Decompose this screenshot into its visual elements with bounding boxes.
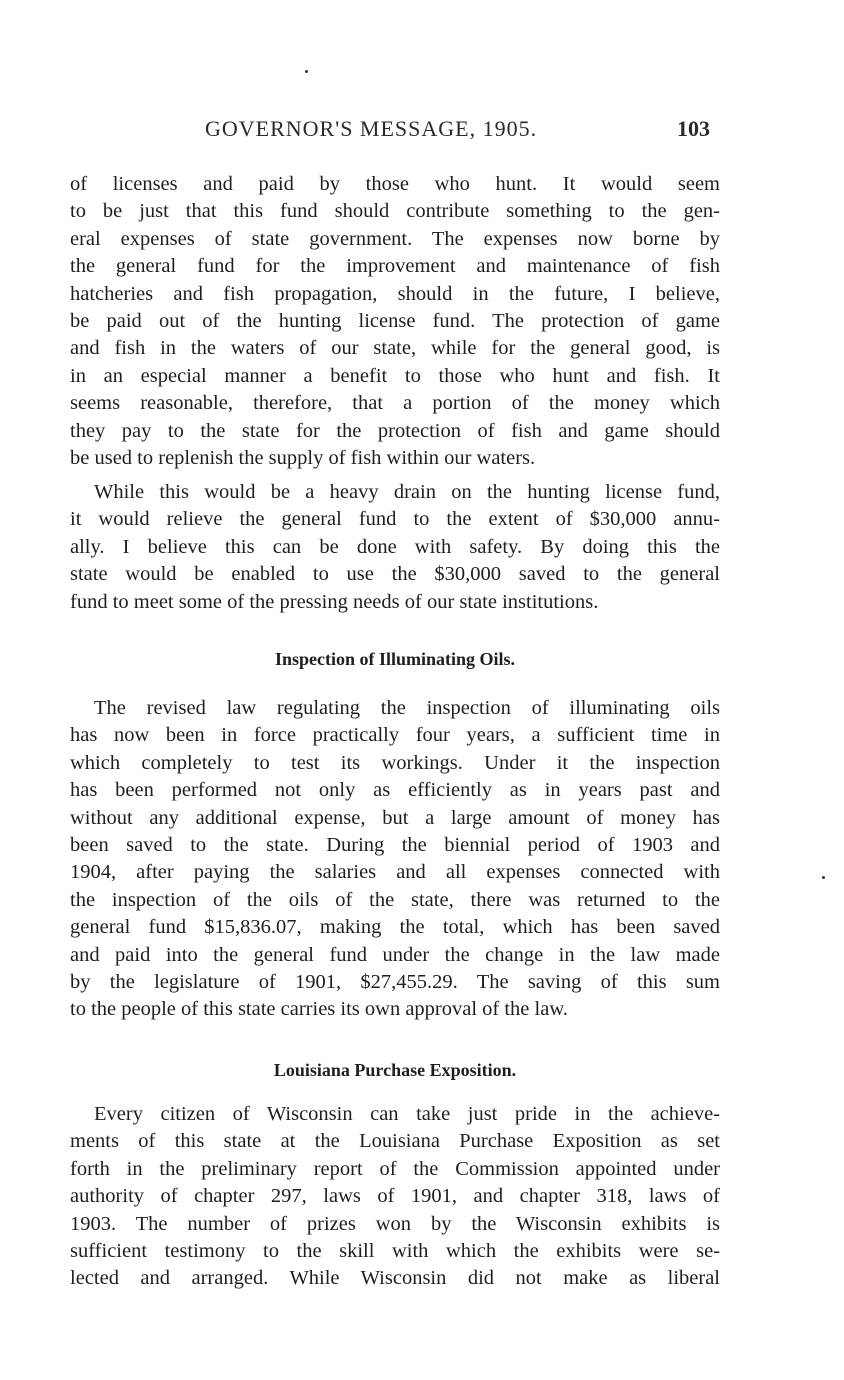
text-line: by the legislature of 1901, $27,455.29. The saving of this sum	[70, 971, 720, 994]
text-line: hatcheries and fish propagation, should in the future, I believe,	[70, 282, 720, 305]
text-line: in an especial manner a benefit to those who hunt and fish. It	[70, 364, 720, 387]
text-line: general fund $15,836.07, making the total, which has been saved	[70, 916, 720, 939]
text-line: authority of chapter 297, laws of 1901, and chapter 318, laws of	[70, 1185, 720, 1208]
text-line: seems reasonable, therefore, that a portion of the money which	[70, 392, 720, 415]
text-line: of licenses and paid by those who hunt. It would seem	[70, 173, 720, 195]
text-line: which completely to test its workings. Under it the inspection	[70, 751, 720, 774]
text-line: ments of this state at the Louisiana Purchase Exposition as set	[70, 1130, 720, 1153]
text-line: been saved to the state. During the biennial period of 1903 and	[70, 834, 720, 857]
text-line: forth in the preliminary report of the Commission appointed under	[70, 1157, 720, 1180]
text-line: Every citizen of Wisconsin can take just pride in the achieve-	[94, 1103, 720, 1125]
text-line: state would be enabled to use the $30,000 saved to the general	[70, 563, 720, 586]
text-line: the general fund for the improvement and maintenance of fish	[70, 255, 720, 278]
text-line: 1903. The number of prizes won by the Wisconsin exhibits is	[70, 1212, 720, 1235]
section-heading-illuminating-oils: Inspection of Illuminating Oils.	[274, 649, 516, 669]
text-line: sufficient testimony to the skill with which the exhibits were se-	[70, 1240, 720, 1263]
text-line: it would relieve the general fund to the extent of $30,000 annu-	[70, 508, 720, 531]
text-line: and paid into the general fund under the change in the law made	[70, 943, 720, 966]
text-line: ally. I believe this can be done with safety. By doing this the	[70, 535, 720, 558]
page-header	[70, 116, 720, 146]
running-head: GOVERNOR'S MESSAGE, 1905.	[205, 116, 538, 141]
text-line: 1904, after paying the salaries and all expenses connected with	[70, 861, 720, 884]
text-line: eral expenses of state government. The expenses now borne by	[70, 227, 720, 250]
paragraph-general-fund-relief	[70, 479, 720, 616]
text-line: The revised law regulating the inspection of illuminating oils	[94, 697, 720, 719]
text-line: the inspection of the oils of the state, there was returned to the	[70, 888, 720, 911]
text-line: has now been in force practically four years, a sufficient time in	[70, 724, 720, 747]
section-heading-louisiana-purchase: Louisiana Purchase Exposition.	[273, 1060, 517, 1080]
text-line: be used to replenish the supply of fish within our waters.	[70, 447, 536, 470]
text-line: without any additional expense, but a large amount of money has	[70, 806, 720, 829]
scan-speck	[305, 70, 308, 73]
scan-speck	[822, 876, 825, 879]
text-line: to the people of this state carries its own approval of the law.	[70, 998, 568, 1021]
text-line: to be just that this fund should contribute something to the gen-	[70, 200, 720, 223]
text-line: has been performed not only as efficiently as in years past and	[70, 779, 720, 802]
text-line: fund to meet some of the pressing needs of our state institutions.	[70, 590, 599, 613]
paragraph-louisiana-purchase	[70, 1101, 720, 1293]
paragraph-hunting-license-fund	[70, 171, 720, 472]
text-line: lected and arranged. While Wisconsin did not make as liberal	[70, 1267, 720, 1290]
text-line: be paid out of the hunting license fund. The protection of game	[70, 310, 720, 333]
page-number: 103	[677, 116, 710, 141]
text-line: and fish in the waters of our state, while for the general good, is	[70, 337, 720, 360]
text-line: they pay to the state for the protection of fish and game should	[70, 419, 720, 442]
paragraph-illuminating-oils	[70, 695, 720, 1024]
text-line: While this would be a heavy drain on the hunting license fund,	[94, 481, 720, 503]
